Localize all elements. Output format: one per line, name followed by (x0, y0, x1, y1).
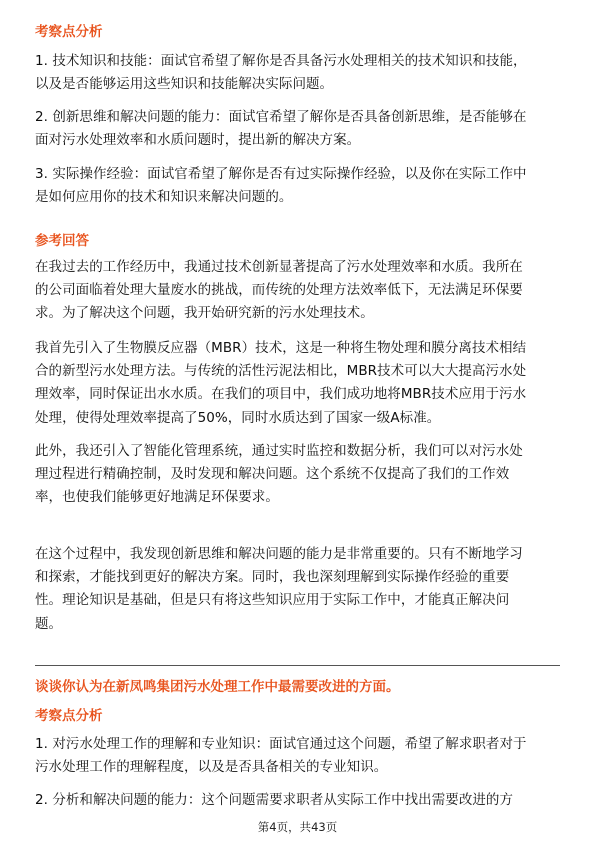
text-line: 和探索，才能找到更好的解决方案。同时，我也深刻理解到实际操作经验的重要 (35, 569, 510, 586)
text-line: 1. 技术知识和技能：面试官希望了解你是否具备污水处理相关的技术知识和技能， (35, 53, 527, 69)
text-line: 1. 对污水处理工作的理解和专业知识：面试官通过这个问题，希望了解求职者对于 (35, 736, 527, 752)
text-line: 2. 创新思维和解决问题的能力：面试官希望了解你是否具备创新思维，是否能够在 (35, 109, 527, 125)
text-line: 我首先引入了生物膜反应器（MBR）技术，这是一种将生物处理和膜分离技术相结 (35, 340, 527, 356)
text-line: 的公司面临着处理大量废水的挑战，而传统的处理方法效率低下，无法满足环保要 (35, 282, 523, 299)
text-line: 求。为了解决这个问题，我开始研究新的污水处理技术。 (35, 305, 374, 322)
section-title-analysis-1: 考察点分析 (35, 24, 103, 40)
text-line: 性。理论知识是基础，但是只有将这些知识应用于实际工作中，才能真正解决问 (35, 592, 510, 609)
text-line: 以及是否能够运用这些知识和技能解决实际问题。 (35, 76, 334, 93)
page-number: 第4页，共43页 (257, 820, 338, 834)
text-line: 污水处理工作的理解程度，以及是否具备相关的专业知识。 (35, 759, 388, 776)
section-title-reference-answer: 参考回答 (35, 233, 89, 249)
text-line: 3. 实际操作经验：面试官希望了解你是否有过实际操作经验，以及你在实际工作中 (35, 166, 527, 182)
interview-question: 谈谈你认为在新凤鸣集团污水处理工作中最需要改进的方面。 (35, 679, 400, 695)
text-line: 合的新型污水处理方法。与传统的活性污泥法相比，MBR技术可以大大提高污水处 (35, 363, 527, 380)
section-title-analysis-2: 考察点分析 (35, 708, 103, 724)
text-line: 在这个过程中，我发现创新思维和解决问题的能力是非常重要的。只有不断地学习 (35, 546, 523, 562)
analysis-item-3 (35, 163, 560, 209)
text-line: 理过程进行精确控制，及时发现和解决问题。这个系统不仅提高了我们的工作效 (35, 466, 510, 483)
analysis-item-2 (35, 106, 560, 152)
text-line: 此外，我还引入了智能化管理系统，通过实时监控和数据分析，我们可以对污水处 (35, 443, 523, 459)
analysis-item-1 (35, 733, 560, 779)
answer-paragraph-3 (35, 440, 560, 510)
section-divider (35, 665, 560, 666)
text-line: 处理，使得处理效率提高了50%，同时水质达到了国家一级A标准。 (35, 409, 441, 426)
answer-paragraph-1 (35, 256, 560, 326)
text-line: 题。 (35, 615, 63, 632)
text-line: 在我过去的工作经历中，我通过技术创新显著提高了污水处理效率和水质。我所在 (35, 259, 523, 275)
analysis-item-1 (35, 50, 560, 96)
analysis-item-2 (35, 789, 560, 812)
answer-paragraph-2 (35, 337, 560, 430)
text-line: 是如何应用你的技术和知识来解决问题的。 (35, 189, 293, 206)
text-line: 率，也使我们能够更好地满足环保要求。 (35, 489, 279, 506)
answer-paragraph-4 (35, 543, 560, 636)
text-line: 2. 分析和解决问题的能力：这个问题需要求职者从实际工作中找出需要改进的方 (35, 792, 514, 808)
text-line: 理效率，同时保证出水水质。在我们的项目中，我们成功地将MBR技术应用于污水 (35, 386, 527, 403)
text-line: 面对污水处理效率和水质问题时，提出新的解决方案。 (35, 132, 361, 149)
